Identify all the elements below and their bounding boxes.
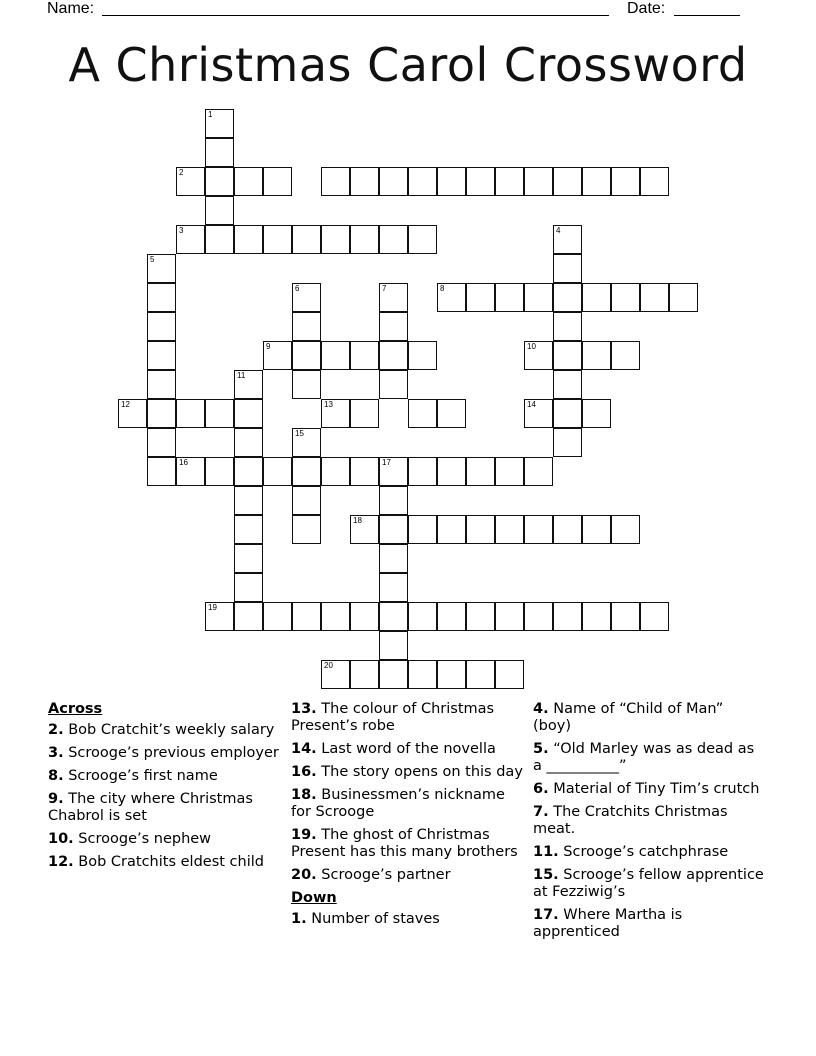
clue-number: 12.	[48, 854, 74, 870]
crossword-cell[interactable]	[379, 341, 408, 370]
crossword-cell[interactable]	[437, 167, 466, 196]
crossword-cell[interactable]	[205, 138, 234, 167]
crossword-cell[interactable]	[147, 254, 176, 283]
clue-item	[533, 781, 765, 798]
clue-item	[291, 741, 523, 758]
clue-number: 14	[527, 400, 536, 409]
crossword-cell[interactable]	[611, 167, 640, 196]
crossword-cell[interactable]	[176, 225, 205, 254]
crossword-cell[interactable]	[466, 167, 495, 196]
clue-text: Scrooge’s catchphrase	[558, 844, 729, 860]
clue-text: The story opens on this day	[316, 764, 523, 780]
crossword-cell[interactable]	[524, 167, 553, 196]
crossword-cell[interactable]	[524, 283, 553, 312]
crossword-cell[interactable]	[611, 515, 640, 544]
crossword-cell[interactable]	[263, 225, 292, 254]
clue-number: 9.	[48, 791, 64, 807]
clue-number: 17	[382, 458, 391, 467]
crossword-cell[interactable]	[524, 341, 553, 370]
crossword-cell[interactable]	[292, 486, 321, 515]
clue-number: 8.	[48, 768, 64, 784]
crossword-cell[interactable]	[553, 254, 582, 283]
crossword-cell[interactable]	[292, 602, 321, 631]
clue-item	[533, 741, 765, 775]
crossword-cell[interactable]	[379, 225, 408, 254]
crossword-cell[interactable]	[640, 283, 669, 312]
crossword-cell[interactable]	[205, 399, 234, 428]
crossword-cell[interactable]	[408, 457, 437, 486]
clue-text: The ghost of Christmas Present has this many brothers	[291, 827, 518, 860]
crossword-cell[interactable]	[321, 225, 350, 254]
crossword-cell[interactable]	[205, 109, 234, 138]
crossword-cell[interactable]	[350, 457, 379, 486]
clue-text: Bob Cratchits eldest child	[73, 854, 264, 870]
crossword-cell[interactable]	[466, 283, 495, 312]
crossword-cell[interactable]	[321, 602, 350, 631]
crossword-cell[interactable]	[669, 283, 698, 312]
clue-number: 4	[556, 226, 561, 235]
clue-text: Number of staves	[306, 911, 440, 927]
clues-column-1	[48, 701, 280, 877]
crossword-cell[interactable]	[234, 486, 263, 515]
clue-item	[291, 827, 523, 861]
crossword-cell[interactable]	[176, 399, 205, 428]
clue-number: 6	[295, 284, 300, 293]
crossword-cell[interactable]	[437, 602, 466, 631]
crossword-cell[interactable]	[524, 399, 553, 428]
crossword-cell[interactable]	[350, 399, 379, 428]
crossword-cell[interactable]	[350, 167, 379, 196]
clue-item	[48, 745, 280, 762]
crossword-cell[interactable]	[640, 167, 669, 196]
down-clue-list	[291, 911, 523, 928]
crossword-cell[interactable]	[292, 370, 321, 399]
crossword-cell[interactable]	[582, 167, 611, 196]
clue-number: 19.	[291, 827, 317, 843]
crossword-cell[interactable]	[234, 544, 263, 573]
crossword-cell[interactable]	[553, 428, 582, 457]
crossword-cell[interactable]	[321, 399, 350, 428]
clue-text: Scrooge’s fellow apprentice at Fezziwig’s	[533, 867, 764, 900]
clue-text: Material of Tiny Tim’s crutch	[548, 781, 760, 797]
crossword-cell[interactable]	[234, 428, 263, 457]
crossword-cell[interactable]	[553, 283, 582, 312]
clue-text: Name of “Child of Man” (boy)	[533, 701, 724, 734]
crossword-cell[interactable]	[263, 341, 292, 370]
clue-number: 4.	[533, 701, 549, 717]
crossword-cell[interactable]	[350, 225, 379, 254]
crossword-cell[interactable]	[379, 573, 408, 602]
clue-number: 20.	[291, 867, 317, 883]
clue-item	[533, 907, 765, 941]
clue-text: “Old Marley was as dead as a __________”	[533, 741, 755, 774]
clue-number: 8	[440, 284, 445, 293]
clue-number: 1	[208, 110, 213, 119]
clue-number: 11.	[533, 844, 559, 860]
across-clue-list-continued	[291, 701, 523, 884]
crossword-cell[interactable]	[379, 312, 408, 341]
crossword-cell[interactable]	[292, 312, 321, 341]
clue-number: 13	[324, 400, 333, 409]
clue-number: 14.	[291, 741, 317, 757]
clue-number: 19	[208, 603, 217, 612]
clue-number: 2.	[48, 722, 64, 738]
crossword-cell[interactable]	[147, 428, 176, 457]
crossword-cell[interactable]	[292, 428, 321, 457]
clue-number: 16	[179, 458, 188, 467]
clue-text: Scrooge’s previous employer	[63, 745, 279, 761]
clue-text: The Cratchits Christmas meat.	[533, 804, 728, 837]
clue-number: 15.	[533, 867, 559, 883]
clue-number: 11	[237, 371, 246, 380]
crossword-cell[interactable]	[118, 399, 147, 428]
crossword-cell[interactable]	[234, 370, 263, 399]
crossword-cell[interactable]	[379, 457, 408, 486]
crossword-cell[interactable]	[263, 602, 292, 631]
crossword-cell[interactable]	[437, 660, 466, 689]
crossword-cell[interactable]	[147, 399, 176, 428]
clue-number: 9	[266, 342, 271, 351]
crossword-cell[interactable]	[147, 341, 176, 370]
crossword-cell[interactable]	[553, 370, 582, 399]
clue-item	[291, 764, 523, 781]
crossword-cell[interactable]	[582, 602, 611, 631]
crossword-cell[interactable]	[234, 167, 263, 196]
clue-item	[291, 867, 523, 884]
crossword-cell[interactable]	[408, 602, 437, 631]
crossword-cell[interactable]	[205, 225, 234, 254]
clue-number: 13.	[291, 701, 317, 717]
crossword-cell[interactable]	[437, 283, 466, 312]
crossword-cell[interactable]	[466, 602, 495, 631]
crossword-cell[interactable]	[466, 660, 495, 689]
clue-text: Scrooge’s first name	[63, 768, 218, 784]
clue-text: Last word of the novella	[316, 741, 496, 757]
clue-number: 12	[121, 400, 130, 409]
across-heading: Across	[48, 701, 103, 717]
clue-number: 5	[150, 255, 155, 264]
crossword-cell[interactable]	[379, 544, 408, 573]
crossword-cell[interactable]	[321, 167, 350, 196]
crossword-cell[interactable]	[292, 225, 321, 254]
crossword-cell[interactable]	[466, 515, 495, 544]
crossword-cell[interactable]	[263, 457, 292, 486]
crossword-cell[interactable]	[495, 167, 524, 196]
page-title: A Christmas Carol Crossword	[68, 38, 748, 92]
clue-number: 18	[353, 516, 362, 525]
date-label: Date:	[627, 0, 666, 17]
clue-number: 7	[382, 284, 387, 293]
crossword-cell[interactable]	[321, 457, 350, 486]
crossword-cell[interactable]	[611, 602, 640, 631]
clue-text: The colour of Christmas Present’s robe	[291, 701, 495, 734]
clue-item	[533, 844, 765, 861]
crossword-cell[interactable]	[379, 486, 408, 515]
clue-number: 10.	[48, 831, 74, 847]
clue-number: 18.	[291, 787, 317, 803]
crossword-cell[interactable]	[350, 602, 379, 631]
crossword-cell[interactable]	[379, 283, 408, 312]
clue-text: Businessmen’s nickname for Scrooge	[291, 787, 505, 820]
crossword-cell[interactable]	[321, 341, 350, 370]
clue-item	[291, 701, 523, 735]
down-heading: Down	[291, 890, 337, 906]
crossword-cell[interactable]	[379, 660, 408, 689]
crossword-cell[interactable]	[234, 399, 263, 428]
clue-item	[533, 867, 765, 901]
crossword-cell[interactable]	[379, 631, 408, 660]
crossword-cell[interactable]	[379, 167, 408, 196]
crossword-cell[interactable]	[466, 457, 495, 486]
clue-number: 6.	[533, 781, 549, 797]
crossword-cell[interactable]	[379, 602, 408, 631]
crossword-cell[interactable]	[495, 602, 524, 631]
crossword-cell[interactable]	[234, 225, 263, 254]
clue-number: 1.	[291, 911, 307, 927]
crossword-cell[interactable]	[263, 167, 292, 196]
crossword-cell[interactable]	[205, 196, 234, 225]
crossword-cell[interactable]	[553, 399, 582, 428]
crossword-cell[interactable]	[408, 167, 437, 196]
clue-number: 15	[295, 429, 304, 438]
clue-number: 5.	[533, 741, 549, 757]
crossword-cell[interactable]	[408, 660, 437, 689]
across-clue-list	[48, 722, 280, 871]
clue-item	[533, 701, 765, 735]
crossword-cell[interactable]	[553, 225, 582, 254]
clue-item	[48, 722, 280, 739]
crossword-cell[interactable]	[524, 515, 553, 544]
crossword-cell[interactable]	[640, 602, 669, 631]
clue-item	[48, 831, 280, 848]
crossword-cell[interactable]	[350, 515, 379, 544]
crossword-cell[interactable]	[495, 660, 524, 689]
clue-number: 16.	[291, 764, 317, 780]
clue-number: 10	[527, 342, 536, 351]
crossword-cell[interactable]	[611, 283, 640, 312]
crossword-cell[interactable]	[408, 341, 437, 370]
crossword-cell[interactable]	[292, 341, 321, 370]
clue-number: 7.	[533, 804, 549, 820]
crossword-cell[interactable]	[495, 457, 524, 486]
crossword-cell[interactable]	[582, 341, 611, 370]
clue-text: Where Martha is apprenticed	[533, 907, 683, 940]
clue-number: 3	[179, 226, 184, 235]
crossword-cell[interactable]	[524, 602, 553, 631]
crossword-cell[interactable]	[205, 167, 234, 196]
crossword-cell[interactable]	[582, 515, 611, 544]
clue-text: Bob Cratchit’s weekly salary	[63, 722, 275, 738]
clue-item	[48, 768, 280, 785]
crossword-cell[interactable]	[147, 283, 176, 312]
crossword-cell[interactable]	[292, 283, 321, 312]
down-clue-list-continued	[533, 701, 765, 941]
crossword-cell[interactable]	[582, 399, 611, 428]
crossword-cell[interactable]	[147, 370, 176, 399]
crossword-cell[interactable]	[379, 515, 408, 544]
crossword-cell[interactable]	[524, 457, 553, 486]
name-label: Name:	[47, 0, 95, 17]
clue-item	[48, 791, 280, 825]
crossword-cell[interactable]	[437, 515, 466, 544]
crossword-cell[interactable]	[292, 515, 321, 544]
crossword-cell[interactable]	[350, 341, 379, 370]
crossword-cell[interactable]	[379, 370, 408, 399]
crossword-cell[interactable]	[350, 660, 379, 689]
crossword-cell[interactable]	[234, 602, 263, 631]
crossword-cell[interactable]	[495, 283, 524, 312]
crossword-cell[interactable]	[553, 515, 582, 544]
crossword-cell[interactable]	[437, 457, 466, 486]
crossword-cell[interactable]	[437, 399, 466, 428]
crossword-cell[interactable]	[408, 515, 437, 544]
clue-item	[533, 804, 765, 838]
crossword-cell[interactable]	[582, 283, 611, 312]
crossword-cell[interactable]	[321, 660, 350, 689]
crossword-cell[interactable]	[408, 225, 437, 254]
crossword-cell[interactable]	[205, 602, 234, 631]
crossword-cell[interactable]	[234, 457, 263, 486]
crossword-cell[interactable]	[553, 602, 582, 631]
crossword-cell[interactable]	[611, 341, 640, 370]
clue-item	[48, 854, 280, 871]
clue-text: The city where Christmas Chabrol is set	[48, 791, 253, 824]
clues-column-3	[533, 701, 765, 947]
crossword-cell[interactable]	[292, 457, 321, 486]
clue-number: 2	[179, 168, 184, 177]
crossword-cell[interactable]	[234, 573, 263, 602]
crossword-cell[interactable]	[147, 312, 176, 341]
clues-column-2	[291, 701, 523, 934]
crossword-cell[interactable]	[553, 341, 582, 370]
clue-text: Scrooge’s partner	[316, 867, 451, 883]
clue-item	[291, 787, 523, 821]
crossword-cell[interactable]	[234, 515, 263, 544]
crossword-cell[interactable]	[553, 167, 582, 196]
crossword-cell[interactable]	[176, 167, 205, 196]
crossword-cell[interactable]	[408, 399, 437, 428]
clue-item	[291, 911, 523, 928]
clue-number: 20	[324, 661, 333, 670]
clue-number: 3.	[48, 745, 64, 761]
crossword-cell[interactable]	[147, 457, 176, 486]
crossword-cell[interactable]	[176, 457, 205, 486]
crossword-cell[interactable]	[205, 457, 234, 486]
crossword-cell[interactable]	[495, 515, 524, 544]
crossword-cell[interactable]	[553, 312, 582, 341]
clue-number: 17.	[533, 907, 559, 923]
clue-text: Scrooge’s nephew	[73, 831, 212, 847]
